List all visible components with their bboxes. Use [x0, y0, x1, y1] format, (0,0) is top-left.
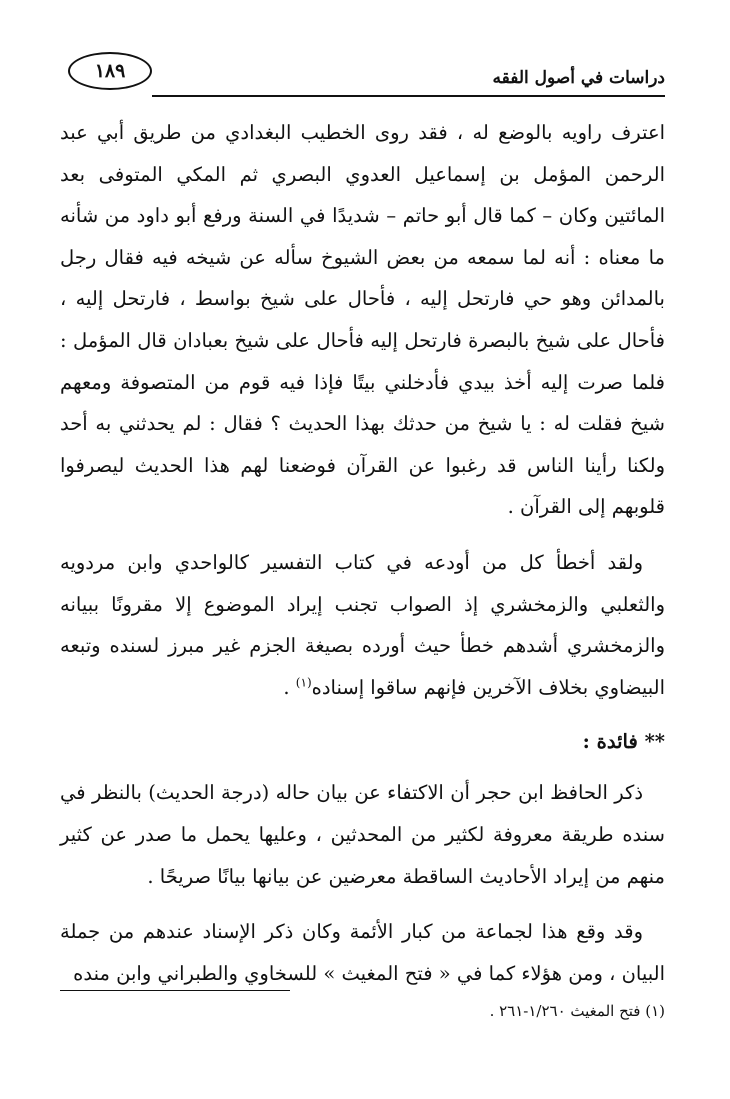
footnote-rule [60, 990, 290, 991]
running-title: دراسات في أصول الفقه [492, 68, 665, 88]
paragraph-1: اعترف راويه بالوضع له ، فقد روى الخطيب البغدادي من طريق أبي عبد الرحمن المؤمل بن إسماعيل العدوي البصري ثم المكي المتوفى بعد المائتين وكان – كما قال أبو حاتم – شديدًا في السنة ورفع أبو داود من شأنه ما معناه : أنه لما سمعه من بعض الشيوخ سأله عن شيخه فيه فقال رجل بالمدائن وهو حي فارتحل إليه ، فأحال على شيخ بواسط ، فارتحل إليه ، فأحال على شيخ بالبصرة فارتحل إليه فأحال على شيخ بعبادان قال المؤمل : فلما صرت إليه أخذ بيدي فأدخلني بيتًا فإذا فيه قوم من المتصوفة ومعهم شيخ فقلت له : يا شيخ من حدثك بهذا الحديث ؟ فقال : لم يحدثني به أحد ولكنا رأينا الناس قد رغبوا عن القرآن فوضعنا لهم هذا الحديث ليصرفوا قلوبهم إلى القرآن . [60, 121, 665, 519]
section-heading: ** فائدة : [582, 730, 665, 754]
paragraph-3: ذكر الحافظ ابن حجر أن الاكتفاء عن بيان حاله (درجة الحديث) بالنظر في سنده طريقة معروفة لكثير من المحدثين ، وعليها يحمل ما صدر عن كثير منهم من إيراد الأحاديث الساقطة معرضين عن بيانها بيانًا صريحًا . [60, 781, 665, 888]
footnote: (١) فتح المغيث ١/٢٦٠-٢٦١ . [489, 1002, 665, 1020]
paragraph-2 [60, 542, 665, 708]
footnote-reference: (١) [295, 675, 312, 690]
page-header [60, 52, 665, 97]
paragraph-4: وقد وقع هذا لجماعة من كبار الأئمة وكان ذكر الإسناد عندهم من جملة البيان ، ومن هؤلاء كما في « فتح المغيث » للسخاوي والطبراني وابن منده [60, 920, 665, 985]
paragraph-2-text: ولقد أخطأ كل من أودعه في كتاب التفسير كالواحدي وابن مردويه والثعلبي والزمخشري إذ الصواب تجنب إيراد الموضوع إلا مقرونًا ببيانه والزمخشري أشدهم خطأ حيث أورده بصيغة الجزم غير مبرز لسنده وتبعه البيضاوي بخلاف الآخرين فإنهم ساقوا إسناده [60, 550, 665, 699]
page-body [60, 112, 665, 994]
paragraph-2-end: . [283, 675, 296, 699]
page-number: ١٨٩ [68, 52, 152, 90]
book-page [60, 0, 665, 1099]
header-rule [152, 95, 665, 97]
